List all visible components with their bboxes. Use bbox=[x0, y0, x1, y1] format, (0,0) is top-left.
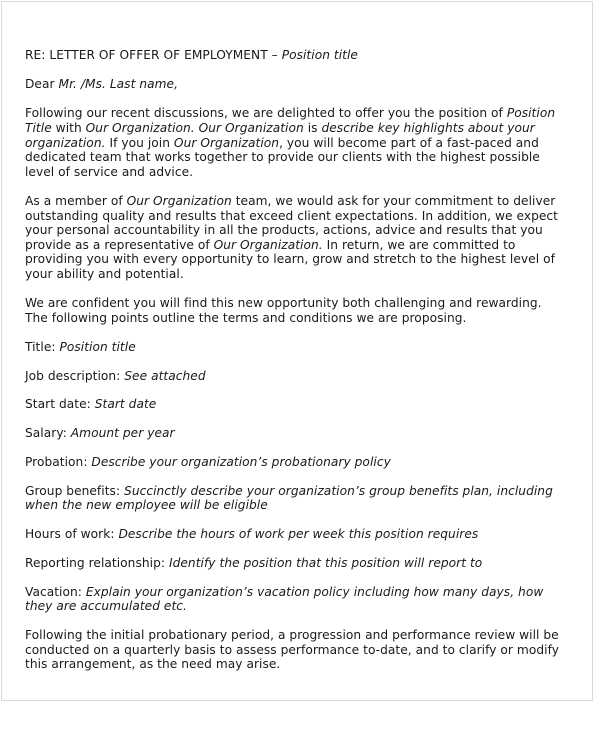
text-run: Following our recent discussions, we are delighted to offer you the position of bbox=[25, 106, 507, 121]
placeholder-run: Our Organization bbox=[173, 135, 280, 150]
paragraph-closing: Following the initial probationary period, a progression and performance review will be conducted on a quarterly basis to assess performance to-date, and to clarify or modify this arrangement, as the need may arise. bbox=[25, 628, 559, 672]
term-label: Start date: bbox=[25, 397, 95, 412]
term-label: Hours of work: bbox=[25, 527, 119, 542]
text-run: is bbox=[303, 120, 322, 135]
term-label: Salary: bbox=[25, 426, 71, 441]
text-run: If you join bbox=[105, 135, 174, 150]
term-group-benefits bbox=[25, 484, 565, 513]
greeting-text: Dear bbox=[25, 77, 59, 92]
paragraph-offer bbox=[25, 106, 565, 179]
term-salary bbox=[25, 426, 565, 441]
placeholder-run: Our Organization. Our Organization bbox=[85, 120, 304, 135]
heading-text: RE: LETTER OF OFFER OF EMPLOYMENT – bbox=[25, 48, 282, 62]
term-vacation bbox=[25, 585, 565, 614]
letter-heading bbox=[25, 48, 565, 63]
term-value: Position title bbox=[59, 339, 136, 354]
term-probation bbox=[25, 455, 565, 470]
placeholder-run: Our Organization bbox=[126, 193, 232, 208]
text-run: In return, we are committed to providing you with every opportunity to learn, grow and stretch to the highest level of your ability and potential. bbox=[25, 237, 555, 281]
term-value: See attached bbox=[124, 368, 206, 383]
term-label: Group benefits: bbox=[25, 483, 125, 498]
greeting-placeholder: Mr. /Ms. Last name, bbox=[58, 77, 179, 92]
document-page bbox=[1, 1, 593, 701]
term-value: Amount per year bbox=[70, 426, 175, 441]
letter-body bbox=[25, 48, 565, 686]
term-value: Describe the hours of work per week this position requires bbox=[118, 527, 479, 542]
text-run: with bbox=[51, 120, 86, 135]
placeholder-run: describe key highlights about your organization. bbox=[25, 120, 535, 150]
paragraph-confidence: We are confident you will find this new opportunity both challenging and rewarding. The following points outline the terms and conditions we are proposing. bbox=[25, 296, 542, 325]
term-label: Vacation: bbox=[25, 584, 86, 599]
term-job-description bbox=[25, 369, 565, 384]
term-label: Title: bbox=[25, 339, 60, 354]
term-hours-of-work bbox=[25, 527, 565, 542]
term-value: Succinctly describe your organization’s group benefits plan, including when the new employee will be eligible bbox=[25, 483, 553, 513]
placeholder-run: Position Title bbox=[25, 106, 556, 135]
text-run: , you will become part of a fast-paced and dedicated team that works together to provide our clients with the highest possible level of service and advice. bbox=[25, 135, 540, 179]
text-run: team, we would ask for your commitment to deliver outstanding quality and results that exceed client expectations. In addition, we expect your personal accountability in all the products, actions, advice and results that you provide as a representative of bbox=[25, 193, 559, 252]
term-start-date bbox=[25, 397, 565, 412]
term-value: Identify the position that this position will report to bbox=[168, 555, 483, 570]
term-label: Probation: bbox=[25, 455, 92, 469]
term-reporting-relationship bbox=[25, 556, 565, 571]
paragraph-commitment bbox=[25, 194, 565, 282]
text-run: As a member of bbox=[25, 193, 127, 208]
term-label: Reporting relationship: bbox=[25, 555, 169, 570]
letter-greeting bbox=[25, 77, 565, 92]
term-value: Describe your organization’s probationary policy bbox=[91, 455, 391, 469]
heading-placeholder: Position title bbox=[281, 48, 358, 62]
placeholder-run: Our Organization. bbox=[213, 237, 323, 252]
term-title bbox=[25, 340, 565, 355]
term-label: Job description: bbox=[25, 368, 125, 383]
term-value: Start date bbox=[94, 397, 157, 412]
term-value: Explain your organization’s vacation policy including how many days, how they are accumulated etc. bbox=[25, 584, 544, 614]
